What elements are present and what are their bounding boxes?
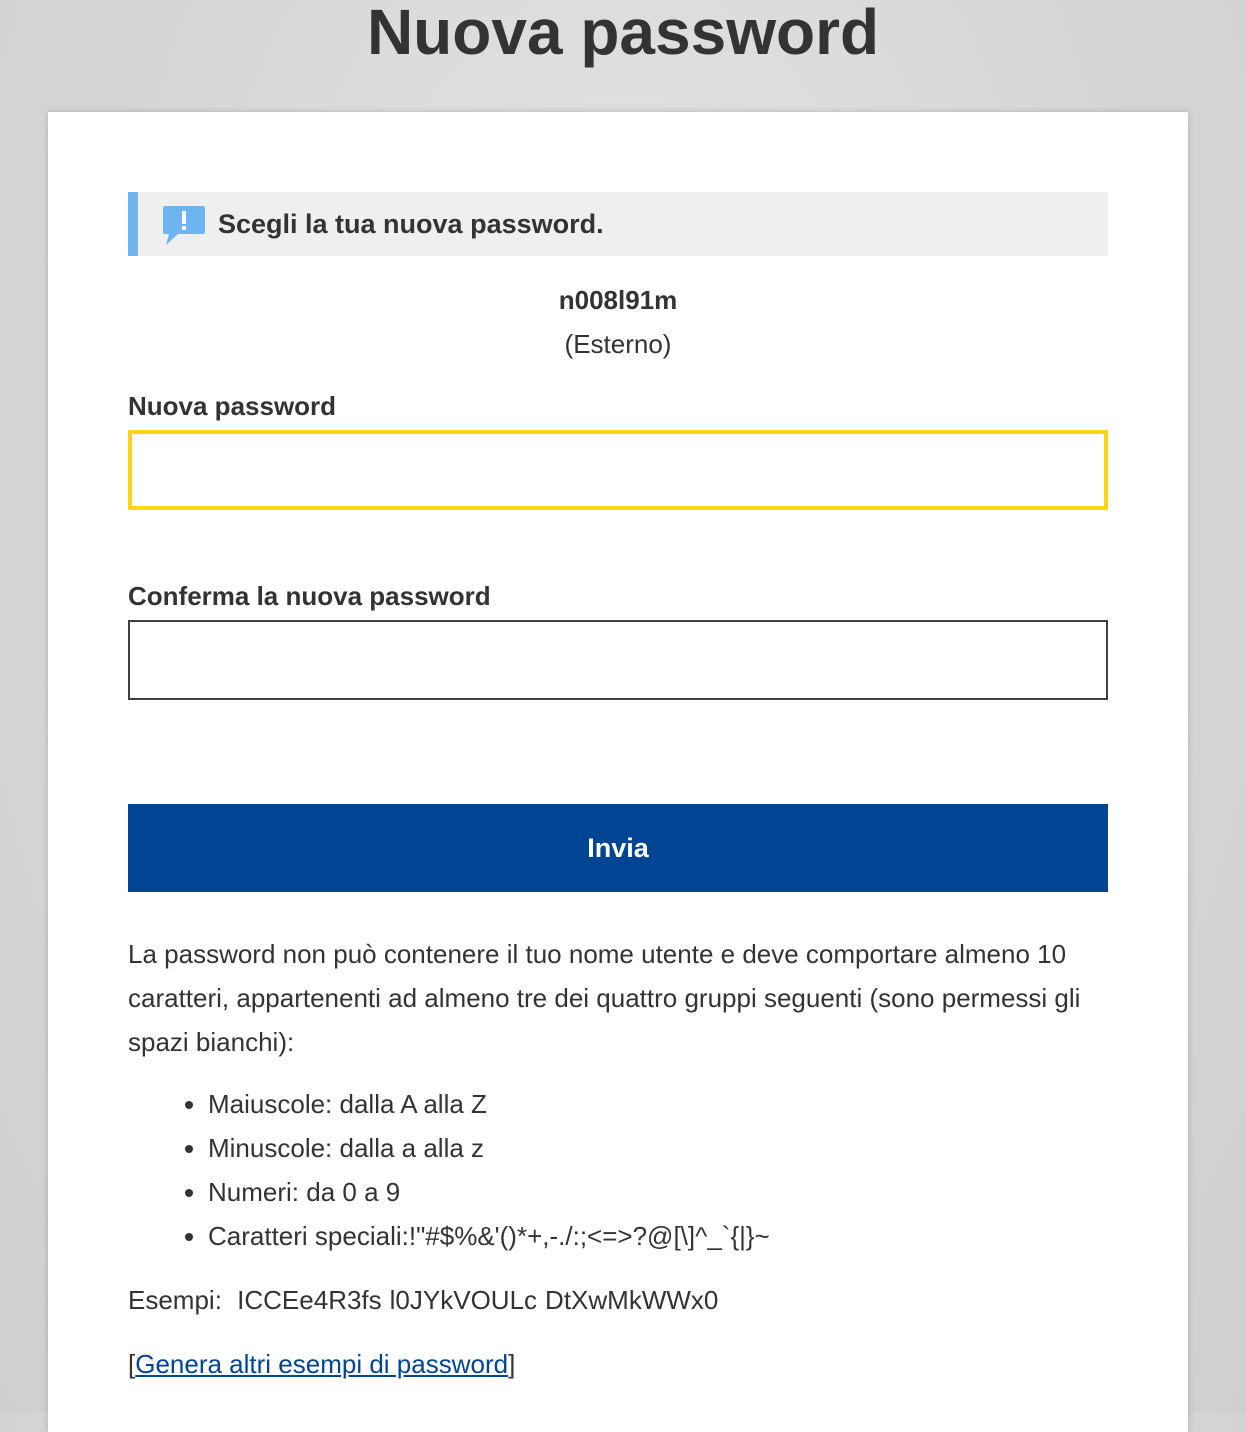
open-bracket: [ — [128, 1349, 136, 1379]
password-examples — [128, 1278, 1108, 1322]
example-password: l0JYkVOULc — [389, 1285, 538, 1315]
rule-uppercase: • Maiuscole: dalla A alla Z — [208, 1082, 1108, 1126]
new-password-input[interactable] — [128, 430, 1108, 510]
password-rules-list — [128, 1082, 1108, 1258]
submit-button[interactable]: Invia — [128, 804, 1108, 892]
rule-lowercase: • Minuscole: dalla a alla z — [208, 1126, 1108, 1170]
info-message-icon — [162, 204, 206, 246]
confirm-password-input[interactable] — [128, 620, 1108, 700]
example-password: ICCEe4R3fs — [237, 1285, 382, 1315]
example-password: DtXwMkWWx0 — [545, 1285, 719, 1315]
password-form-card — [48, 112, 1188, 1432]
new-password-label: Nuova password — [128, 391, 337, 421]
user-type: (Esterno) — [564, 329, 672, 359]
user-id: n008l91m — [558, 285, 678, 315]
page-title: Nuova password — [366, 0, 880, 68]
examples-label: Esempi: — [128, 1285, 222, 1315]
rule-special-characters: • Caratteri speciali:!"#$%&'()*+,-./:;<=>?@[\]^_`{|}~ — [208, 1214, 1108, 1258]
password-rules-intro: La password non può contenere il tuo nome utente e deve comportare almeno 10 caratteri, appartenenti ad almeno tre dei quattro gruppi seguenti (sono permessi gli spazi bianchi): — [128, 939, 1081, 1057]
info-banner — [128, 192, 1108, 256]
confirm-password-label: Conferma la nuova password — [128, 581, 491, 611]
form-content — [128, 192, 1108, 1386]
generate-examples-link[interactable]: Genera altri esempi di password — [135, 1349, 509, 1379]
generate-examples-line — [128, 1342, 1108, 1386]
info-banner-text: Scegli la tua nuova password. — [218, 209, 604, 239]
rule-numbers: • Numeri: da 0 a 9 — [208, 1170, 1108, 1214]
close-bracket: ] — [508, 1349, 516, 1379]
